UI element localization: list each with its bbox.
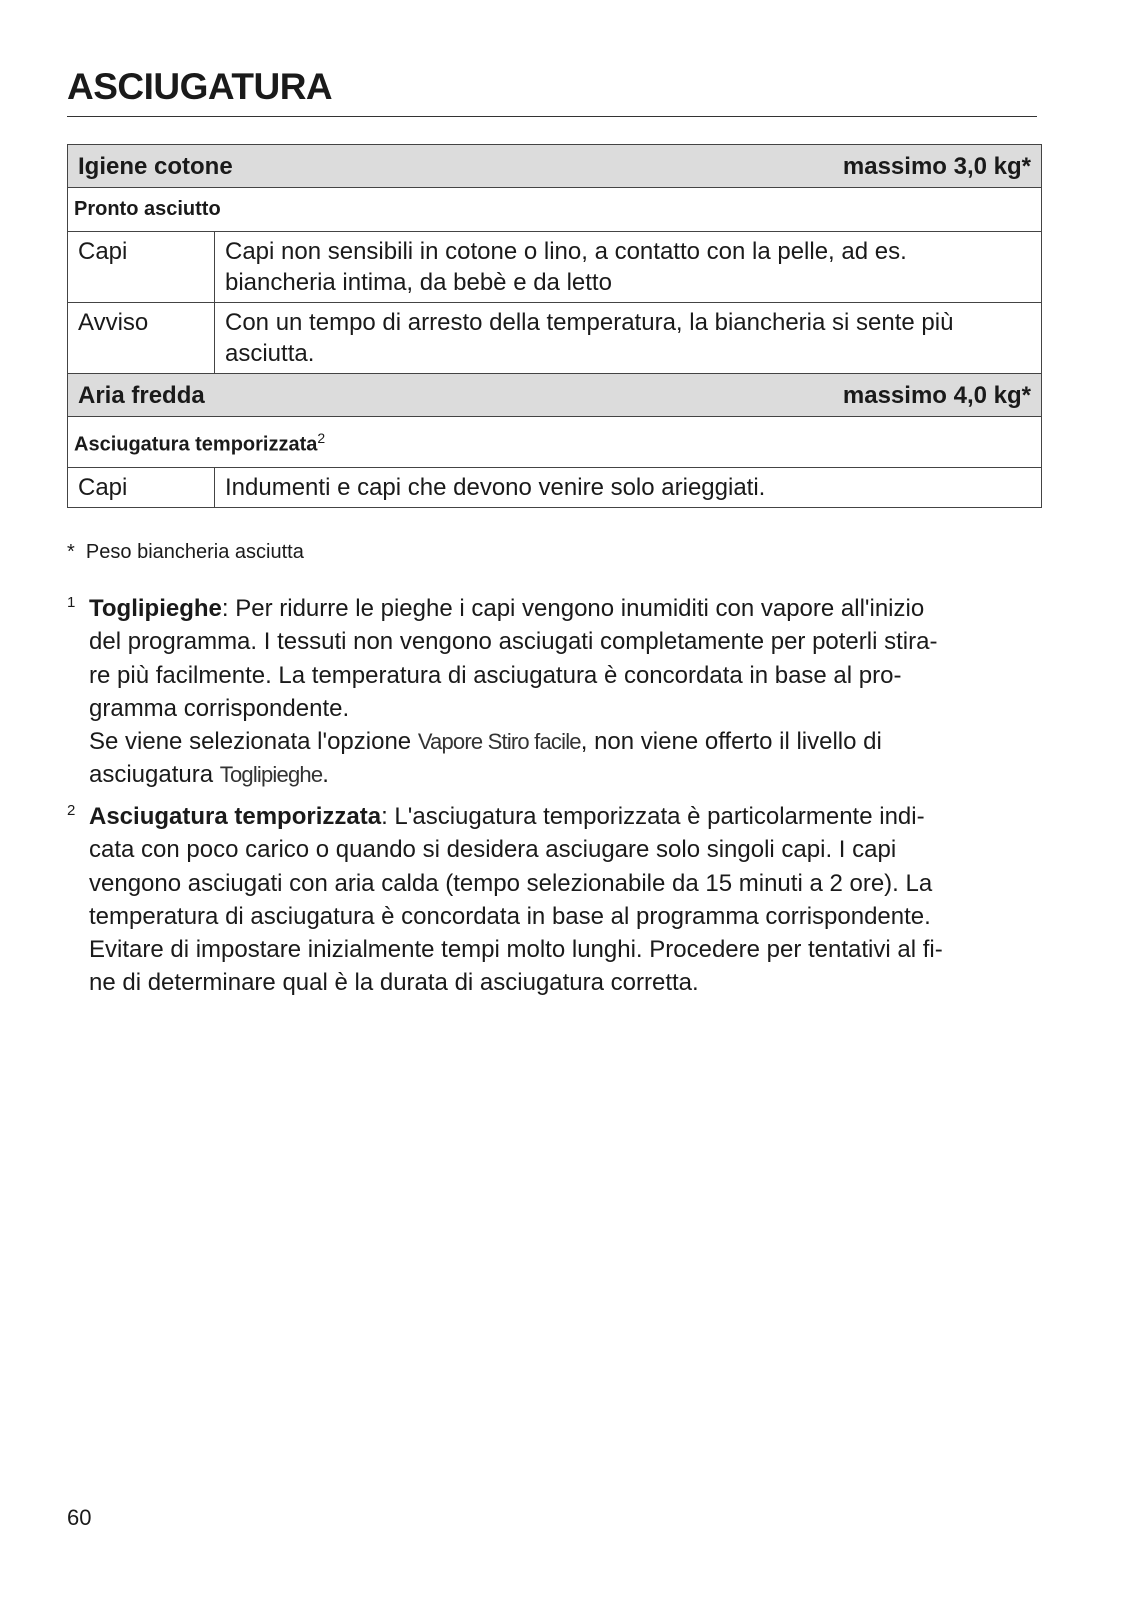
footnote-text: Peso biancheria asciutta [85, 541, 304, 563]
program-name: Aria fredda [78, 381, 205, 409]
footnote-ref: 2 [317, 430, 326, 446]
line: biancheria intima, da bebè e da letto [225, 269, 612, 296]
table-row [68, 467, 1042, 507]
title-divider [67, 116, 1037, 117]
row-label: Capi [68, 232, 215, 303]
row-label: Avviso [68, 303, 215, 374]
line: ne di determinare qual è la durata di asciugatura corretta. [89, 969, 699, 997]
line: temperatura di asciugatura è concordata in base al programma corrispondente. [89, 902, 931, 930]
line: Evitare di impostare inizialmente tempi molto lunghi. Procedere per tentativi al fi- [89, 936, 943, 964]
option-name: Vapore Stiro facile [417, 729, 581, 755]
note-2 [67, 800, 943, 1000]
page-number: 60 [67, 1505, 92, 1530]
note-term: Toglipieghe [89, 595, 222, 622]
row-text [215, 467, 1042, 507]
program-name: Igiene cotone [78, 152, 233, 180]
table-row [68, 232, 1042, 303]
line: Se viene selezionata l'opzione [89, 728, 418, 756]
line: gramma corrispondente. [89, 694, 350, 722]
drying-level: Pronto asciutto [74, 198, 221, 220]
max-load: massimo 4,0 kg* [842, 381, 1031, 409]
program-table [67, 144, 1042, 508]
row-text [215, 303, 1042, 374]
note-number: 1 [67, 594, 76, 611]
section-subheader [68, 188, 1042, 232]
note-term: Asciugatura temporizzata [89, 803, 382, 830]
line: : Per ridurre le pieghe i capi vengono inumiditi con vapore all'inizio [221, 595, 925, 622]
section-header [68, 145, 1042, 188]
line: Con un tempo di arresto della temperatura, la biancheria si sente più [225, 309, 954, 336]
line: . [322, 761, 329, 789]
line: re più facilmente. La temperatura di asciugatura è concordata in base al pro- [89, 661, 902, 689]
drying-level: Asciugatura temporizzata [74, 433, 318, 456]
row-label: Capi [68, 467, 215, 507]
line: Indumenti e capi che devono venire solo arieggiati. [225, 473, 766, 501]
page-title: ASCIUGATURA [67, 66, 333, 107]
line: Capi non sensibili in cotone o lino, a contatto con la pelle, ad es. [225, 238, 907, 265]
section-header [68, 374, 1042, 417]
section-subheader [68, 417, 1042, 468]
line: vengono asciugati con aria calda (tempo selezionabile da 15 minuti a 2 ore). La [89, 869, 933, 897]
line: del programma. I tessuti non vengono asciugati completamente per poterli stira- [89, 628, 938, 656]
line: , non viene offerto il livello di [580, 728, 882, 756]
table-row [68, 303, 1042, 374]
asterisk-footnote [67, 541, 304, 564]
max-load: massimo 3,0 kg* [842, 152, 1031, 180]
asterisk: * [67, 541, 75, 563]
line: asciugatura [89, 761, 220, 789]
line: : L'asciugatura temporizzata è particolarmente indi- [381, 803, 925, 830]
row-text [215, 232, 1042, 303]
line: asciutta. [225, 340, 315, 367]
note-number: 2 [67, 802, 76, 819]
line: cata con poco carico o quando si desidera asciugare solo singoli capi. I capi [89, 836, 897, 864]
option-name: Toglipieghe [219, 762, 323, 788]
note-1 [67, 592, 937, 792]
